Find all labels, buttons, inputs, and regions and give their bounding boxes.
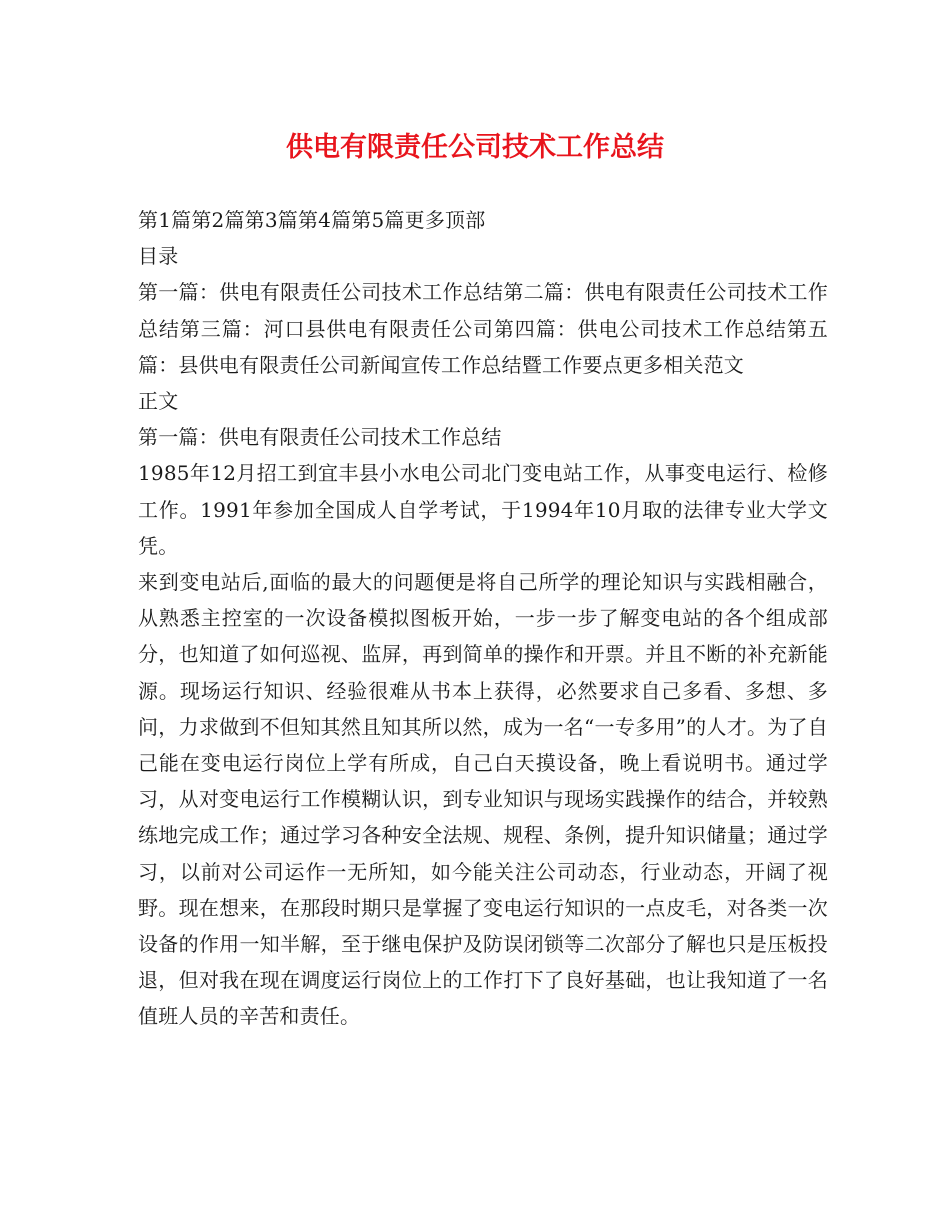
body-heading: 正文 [138,389,179,414]
document-title: 供电有限责任公司技术工作总结 [286,132,664,163]
chapter-heading: 第一篇：供电有限责任公司技术工作总结 [138,425,502,450]
paragraph: 1985年12月招工到宜丰县小水电公司北门变电站工作，从事变电运行、检修工作。1991年参加全国成人自学考试，于1994年10月取的法律专业大学文凭。 [138,461,828,558]
toc-heading: 目录 [138,244,179,269]
toc-entries: 第一篇：供电有限责任公司技术工作总结第二篇：供电有限责任公司技术工作总结第三篇：河口县供电有限责任公司第四篇：供电公司技术工作总结第五篇：县供电有限责任公司新闻宣传工作总结暨工作要点更多相关范文 [138,280,828,377]
paragraph: 来到变电站后,面临的最大的问题便是将自己所学的理论知识与实践相融合，从熟悉主控室的一次设备模拟图板开始，一步一步了解变电站的各个组成部分，也知道了如何巡视、监屏，再到简单的操作和开票。并且不断的补充新能源。现场运行知识、经验很难从书本上获得，必然要求自己多看、多想、多问，力求做到不但知其然且知其所以然，成为一名“一专多用”的人才。为了自己能在变电运行岗位上学有所成，自己白天摸设备，晚上看说明书。通过学习，从对变电运行工作模糊认识，到专业知识与现场实践操作的结合，并较熟练地完成工作；通过学习各种安全法规、规程、条例，提升知识储量；通过学习，以前对公司运作一无所知，如今能关注公司动态，行业动态，开阔了视野。现在想来，在那段时期只是掌握了变电运行知识的一点皮毛，对各类一次设备的作用一知半解，至于继电保护及防误闭锁等二次部分了解也只是压板投退，但对我在现在调度运行岗位上的工作打下了良好基础，也让我知道了一名值班人员的辛苦和责任。 [138,570,828,1029]
document-body [138,202,828,1035]
section-nav-links: 第1篇第2篇第3篇第4篇第5篇更多顶部 [138,208,486,232]
